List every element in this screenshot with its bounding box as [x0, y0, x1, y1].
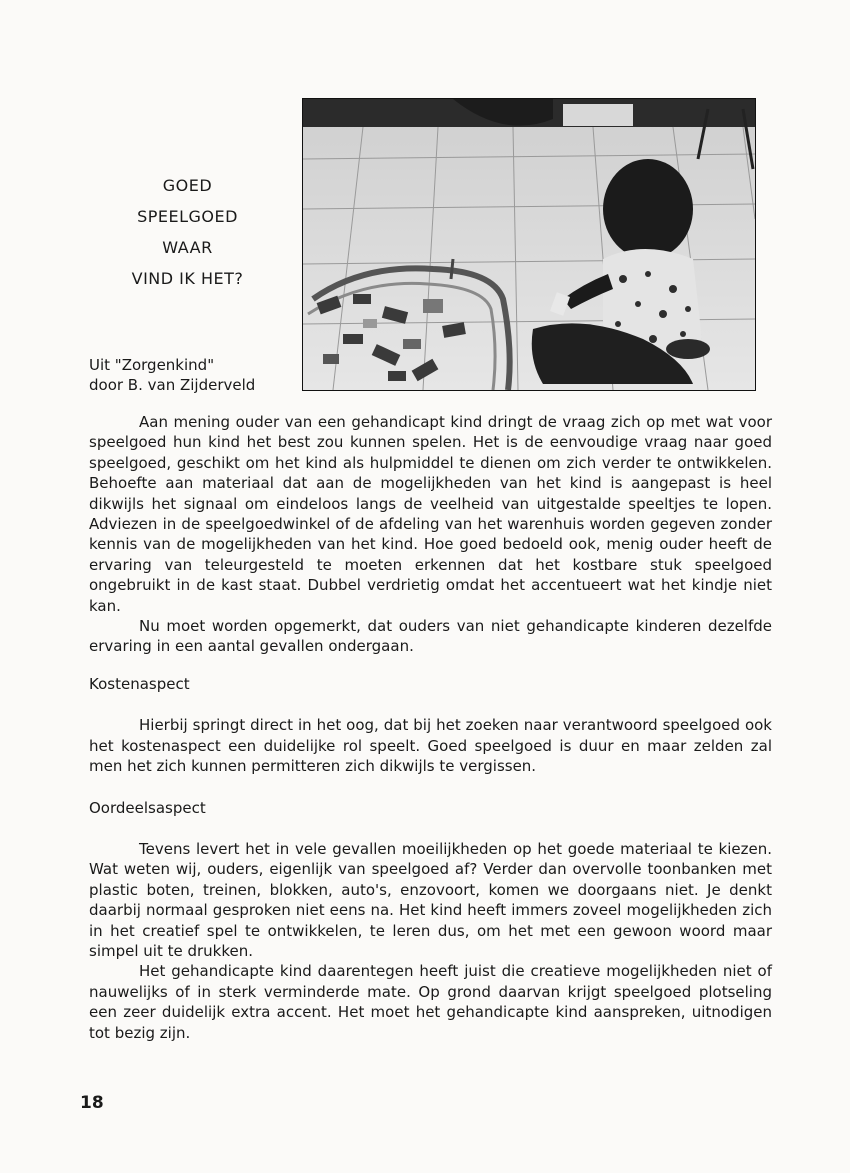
- oordeel-paragraph-2: Het gehandicapte kind daarentegen heeft juist die creatieve mogelijkheden niet of nauwelijks of in sterk verminderde mate. Op grond daarvan krijgt speelgoed plotseling een zeer duidelijk extra accent. Het moet het gehandicapte kind aanspreken, uitnodigen tot bezig zijn.: [89, 962, 772, 1042]
- kosten-paragraph: Hierbij springt direct in het oog, dat bij het zoeken naar verantwoord speelgoed ook het kostenaspect een duidelijke rol speelt. Goed speelgoed is duur en maar zelden zal men het zich kunnen permitteren zich dikwijls te vergissen.: [89, 716, 772, 776]
- byline-author: door B. van Zijderveld: [89, 376, 256, 394]
- oordeel-paragraph-1: Tevens levert het in vele gevallen moeilijkheden op het goede materiaal te kiezen. Wat weten wij, ouders, eigenlijk van speelgoed af? Verder dan overvolle toonbanken met plastic boten, treinen, blokken, auto's, enzovoort, komen we doorgaans niet. Je denkt daarbij normaal gesproken niet eens na. Het kind heeft immers zoveel mogelijkheden zich in het creatief spel te ontwikkelen, te leren dus, om het met een gewoon woord maar simpel uit te drukken.: [89, 839, 772, 960]
- byline-source: Uit "Zorgenkind": [89, 356, 215, 374]
- section-heading-oordeel: Oordeelsaspect: [89, 798, 206, 817]
- title-line-4: VIND IK HET?: [131, 269, 244, 288]
- title-line-1: GOED: [162, 176, 213, 195]
- article-title: [100, 170, 275, 294]
- section-heading-kosten: Kostenaspect: [89, 674, 190, 693]
- intro-paragraph-2: Nu moet worden opgemerkt, dat ouders van niet gehandicapte kinderen dezelfde ervaring in een aantal gevallen ondergaan.: [89, 617, 772, 656]
- title-line-2: SPEELGOED: [137, 207, 238, 226]
- photo-illustration: [303, 99, 755, 390]
- child-playing-with-toys-photo: [302, 98, 756, 391]
- article-body: [89, 412, 772, 1043]
- byline: [89, 355, 289, 395]
- title-line-3: WAAR: [162, 238, 213, 257]
- page-number: 18: [80, 1093, 104, 1113]
- intro-paragraph-1: Aan mening ouder van een gehandicapt kind dringt de vraag zich op met wat voor speelgoed hun kind het best zou kunnen spelen. Het is de eenvoudige vraag naar goed speelgoed, geschikt om het kind als hulpmiddel te dienen om zich verder te ontwikkelen. Behoefte aan materiaal dat aan de mogelijkheden van het kind is aangepast is heel dikwijls het signaal om eindeloos langs de veelheid van uitgestalde speeltjes te lopen. Adviezen in de speelgoedwinkel of de afdeling van het warenhuis worden gegeven zonder kennis van de mogelijkheden van het kind. Hoe goed bedoeld ook, menig ouder heeft de ervaring van teleurgesteld te moeten erkennen dat het kostbare stuk speelgoed ongebruikt in de kast staat. Dubbel verdrietig omdat het accentueert wat het kindje niet kan.: [89, 413, 772, 615]
